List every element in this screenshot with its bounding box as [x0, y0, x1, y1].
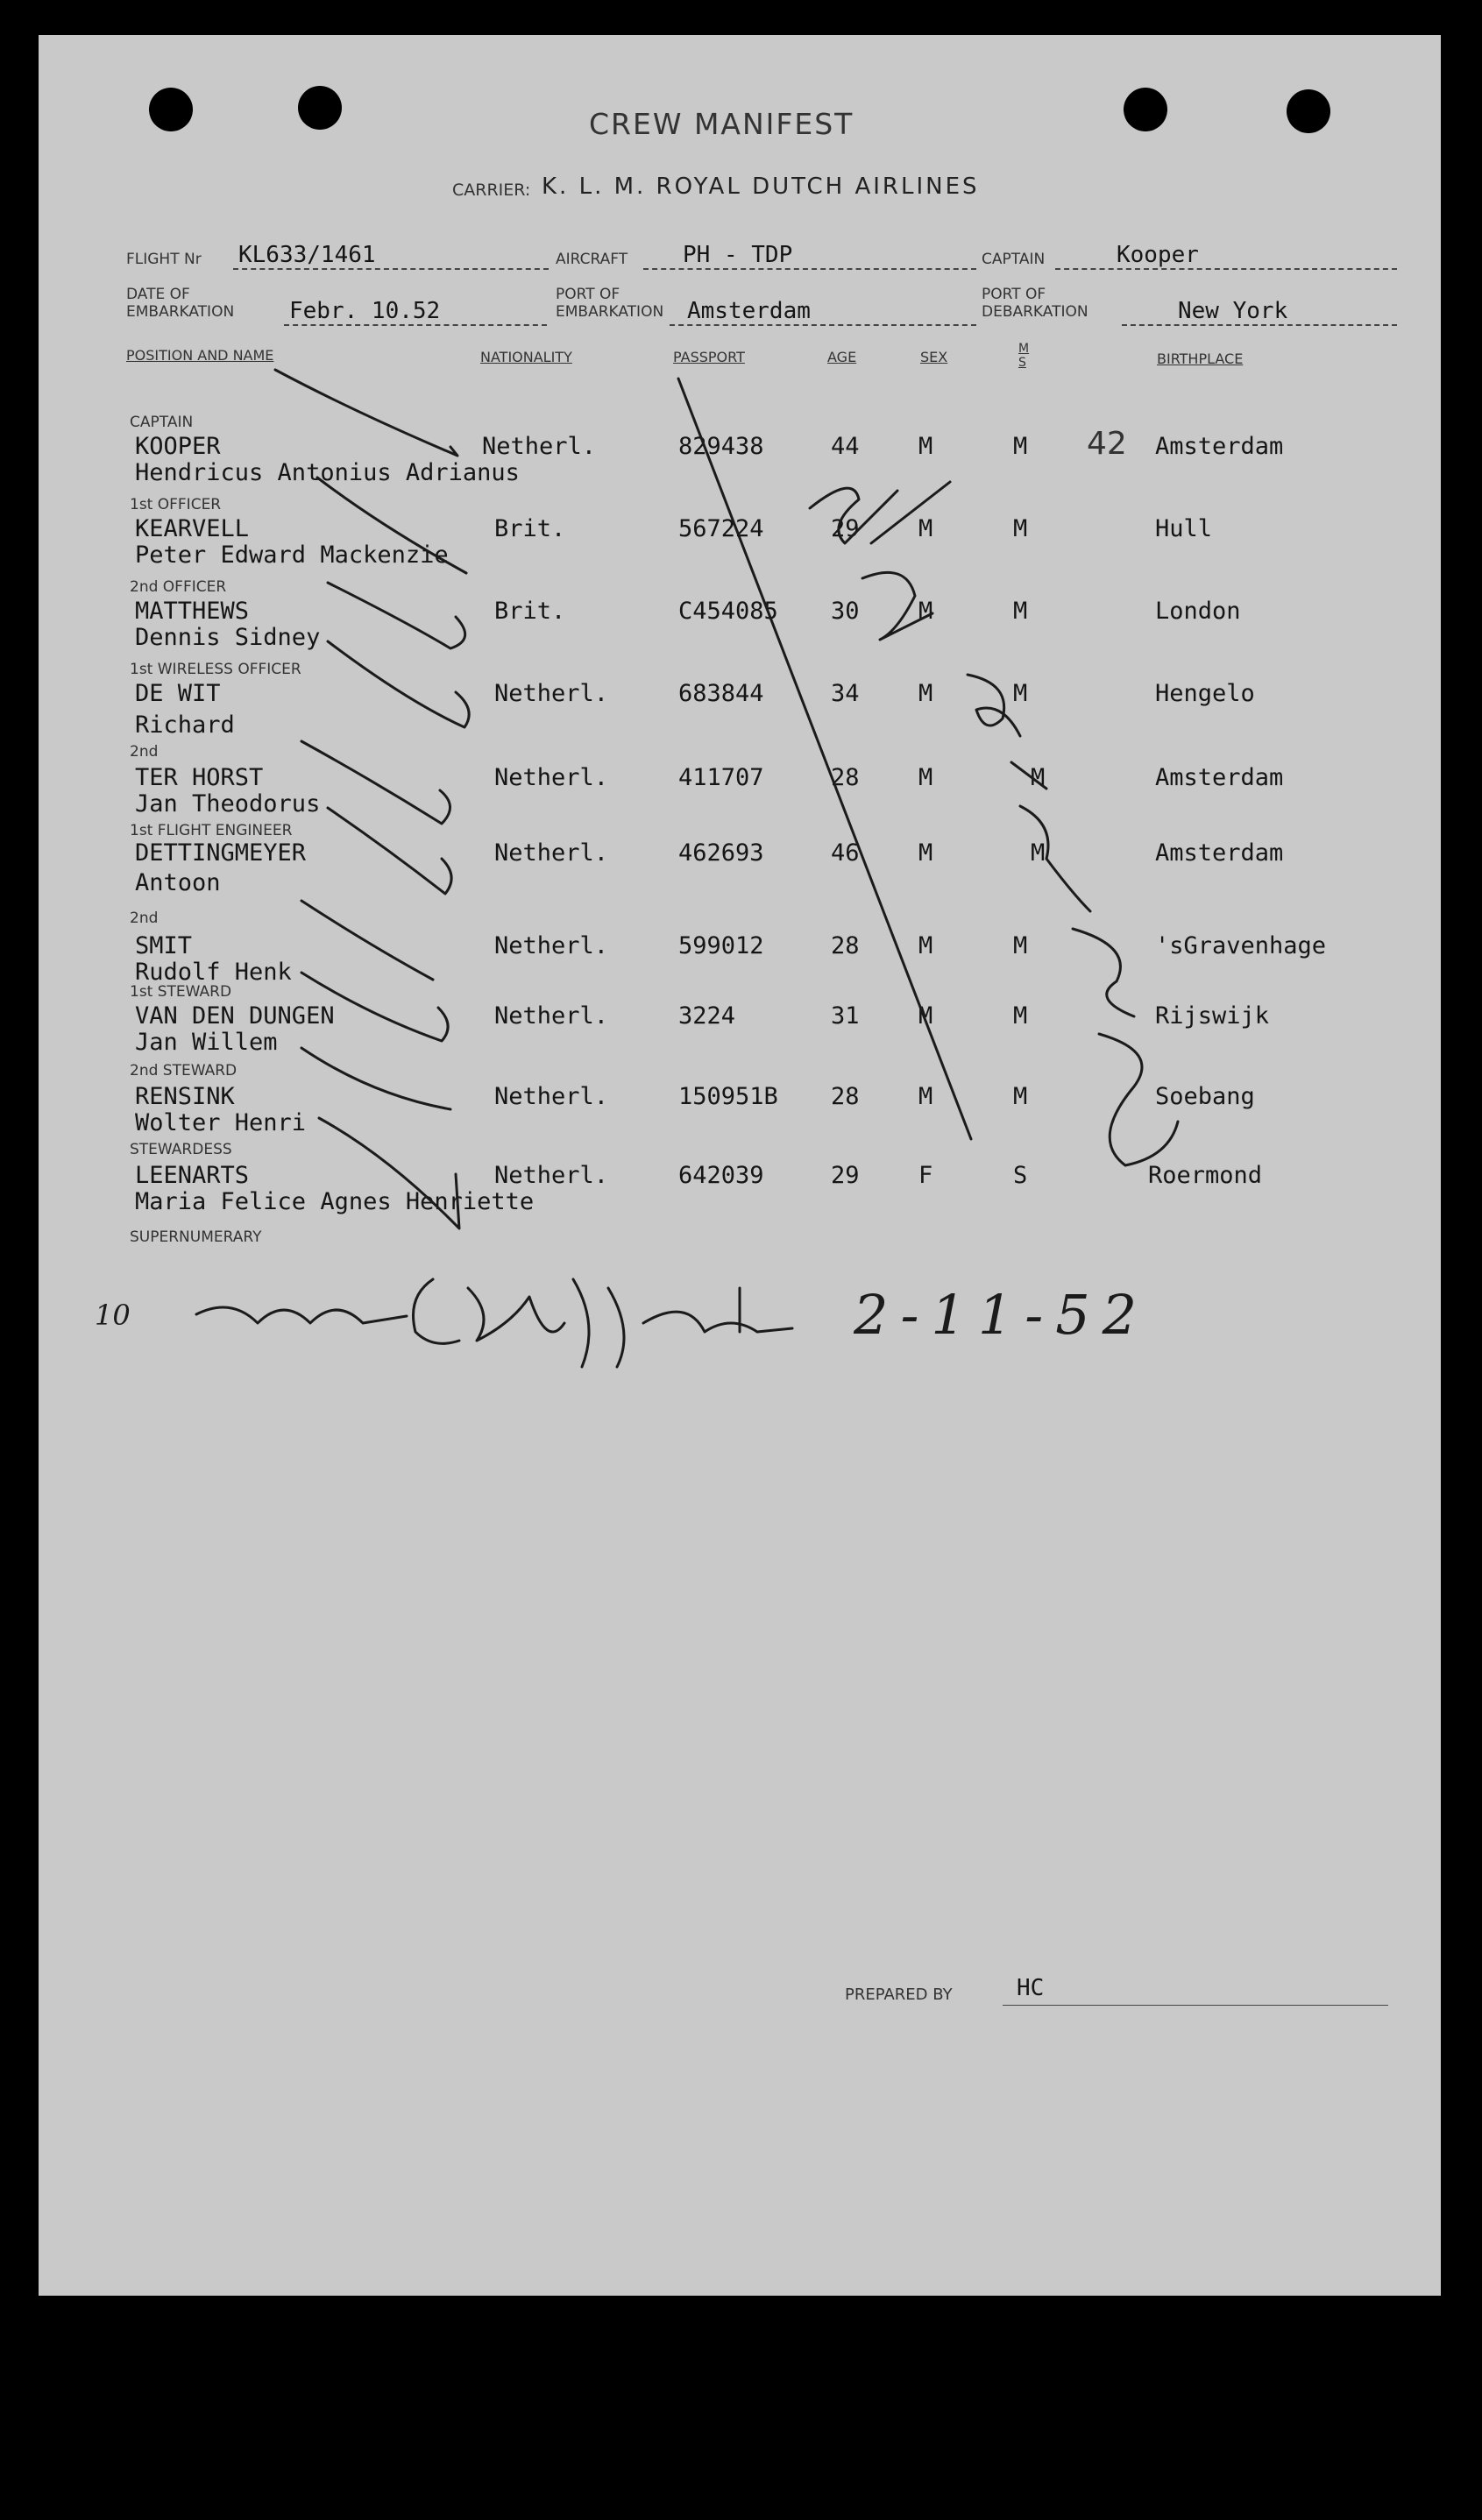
crew-marital: M: [1013, 932, 1028, 959]
col-ms: M S: [1018, 342, 1030, 370]
crew-passport: 829438: [678, 433, 764, 460]
crew-age: 28: [831, 932, 860, 959]
crew-surname: MATTHEWS: [135, 598, 250, 625]
crew-birthplace: 'sGravenhage: [1155, 932, 1327, 959]
crew-position: 2nd: [130, 910, 159, 927]
crew-marital: M: [1013, 515, 1028, 542]
col-birthplace: BIRTHPLACE: [1157, 350, 1244, 367]
crew-sex: M: [918, 839, 933, 867]
handwritten-side: [871, 482, 950, 543]
crew-position: 1st FLIGHT ENGINEER: [130, 822, 293, 839]
crew-passport: 150951B: [678, 1083, 778, 1110]
crew-sex: M: [918, 764, 933, 791]
crew-sex: M: [918, 1002, 933, 1030]
crew-birthplace: Amsterdam: [1155, 764, 1284, 791]
crew-position: 2nd: [130, 743, 159, 761]
crew-given-names: Antoon: [135, 869, 221, 896]
punch-hole: [1124, 88, 1167, 131]
crew-passport: 683844: [678, 680, 764, 707]
crew-position: 1st OFFICER: [130, 496, 222, 513]
signature-scribble: [643, 1312, 792, 1332]
crew-marital: M: [1031, 839, 1046, 867]
crew-position: CAPTAIN: [130, 414, 194, 431]
crew-marital: M: [1013, 1083, 1028, 1110]
crew-sex: M: [918, 598, 933, 625]
crew-age: 46: [831, 839, 860, 867]
crew-passport: 411707: [678, 764, 764, 791]
crew-nationality: Netherl.: [494, 839, 609, 867]
crew-given-names: Dennis Sidney: [135, 624, 321, 651]
port-deb-line1: PORT OF: [982, 286, 1046, 303]
stamp-number: 42: [1087, 426, 1127, 462]
captain-underline: [1055, 268, 1397, 270]
col-sex: SEX: [920, 349, 948, 365]
prepared-by-label: PREPARED BY: [845, 1986, 953, 2004]
date-underline: [284, 324, 547, 326]
port-deb-line2: DEBARKATION: [982, 303, 1088, 321]
crew-given-names: Hendricus Antonius Adrianus: [135, 459, 520, 486]
aircraft-label: AIRCRAFT: [556, 251, 628, 268]
captain-value: Kooper: [1117, 242, 1199, 268]
handwritten-count: 10: [95, 1299, 131, 1332]
crew-given-names: Peter Edward Mackenzie: [135, 542, 449, 569]
crew-passport: C454085: [678, 598, 778, 625]
prepared-by-underline: [1003, 2005, 1388, 2006]
crew-birthplace: Hull: [1155, 515, 1213, 542]
punch-hole: [1287, 89, 1330, 133]
crew-given-names: Richard: [135, 711, 235, 739]
col-nationality: NATIONALITY: [480, 349, 572, 365]
date-label: [126, 286, 234, 321]
crew-surname: DETTINGMEYER: [135, 839, 307, 867]
crew-birthplace: London: [1155, 598, 1241, 625]
crew-given-names: Maria Felice Agnes Henriette: [135, 1188, 535, 1215]
flight-number: KL633/1461: [238, 242, 376, 268]
crew-surname: VAN DEN DUNGEN: [135, 1002, 335, 1030]
aircraft-underline: [643, 268, 976, 270]
carrier-label: CARRIER:: [452, 181, 531, 200]
col-age: AGE: [827, 349, 857, 365]
port-emb-line1: PORT OF: [556, 286, 620, 303]
crew-birthplace: Amsterdam: [1155, 839, 1284, 867]
crew-surname: RENSINK: [135, 1083, 235, 1110]
check-mark: [301, 1048, 450, 1109]
crew-position: 2nd STEWARD: [130, 1062, 238, 1079]
crew-marital: M: [1013, 598, 1028, 625]
punch-hole: [149, 88, 193, 131]
port-embarkation-label: [556, 286, 663, 321]
crew-nationality: Netherl.: [494, 932, 609, 959]
crew-birthplace: Rijswijk: [1155, 1002, 1270, 1030]
crew-birthplace: Hengelo: [1155, 680, 1255, 707]
date-label-line2: EMBARKATION: [126, 303, 235, 321]
crew-surname: DE WIT: [135, 680, 221, 707]
crew-nationality: Brit.: [494, 598, 566, 625]
crew-nationality: Brit.: [494, 515, 566, 542]
col-position: POSITION AND NAME: [126, 347, 274, 364]
crew-surname: LEENARTS: [135, 1162, 250, 1189]
crew-age: 44: [831, 433, 860, 460]
port-emb-underline: [670, 324, 976, 326]
crew-nationality: Netherl.: [494, 1083, 609, 1110]
punch-hole: [298, 86, 342, 130]
handwritten-side: [1073, 929, 1134, 1016]
crew-age: 29: [831, 1162, 860, 1189]
check-mark: [328, 641, 469, 727]
check-mark: [301, 901, 433, 980]
flight-underline: [233, 268, 549, 270]
crew-position: STEWARDESS: [130, 1141, 232, 1158]
check-mark: [275, 370, 457, 456]
signature-scribble: [196, 1307, 407, 1323]
crew-birthplace: Roermond: [1148, 1162, 1263, 1189]
signature-scribble: [573, 1279, 624, 1367]
date-label-line1: DATE OF: [126, 286, 190, 303]
captain-label: CAPTAIN: [982, 251, 1046, 268]
crew-marital: M: [1031, 764, 1046, 791]
crew-nationality: Netherl.: [482, 433, 597, 460]
crew-surname: KEARVELL: [135, 515, 250, 542]
manifest-title: CREW MANIFEST: [589, 107, 854, 141]
crew-passport: 599012: [678, 932, 764, 959]
crew-age: 31: [831, 1002, 860, 1030]
crew-position: 2nd OFFICER: [130, 578, 227, 596]
crew-marital: M: [1013, 433, 1028, 460]
crew-passport: 3224: [678, 1002, 736, 1030]
embarkation-date: Febr. 10.52: [289, 298, 441, 324]
port-embarkation-value: Amsterdam: [687, 298, 811, 324]
crew-sex: M: [918, 680, 933, 707]
check-mark: [328, 583, 465, 648]
flight-label: FLIGHT Nr: [126, 251, 202, 268]
crew-surname: KOOPER: [135, 433, 221, 460]
crew-given-names: Jan Willem: [135, 1029, 278, 1056]
crew-position: 1st WIRELESS OFFICER: [130, 661, 301, 678]
crew-passport: 462693: [678, 839, 764, 867]
crew-position: 1st STEWARD: [130, 983, 232, 1001]
port-deb-underline: [1122, 324, 1397, 326]
handwritten-side: [968, 675, 1020, 736]
crew-sex: M: [918, 433, 933, 460]
crew-sex: M: [918, 1083, 933, 1110]
supernumerary-label: SUPERNUMERARY: [130, 1228, 262, 1246]
crew-sex: M: [918, 515, 933, 542]
crew-age: 34: [831, 680, 860, 707]
crew-nationality: Netherl.: [494, 680, 609, 707]
handwritten-date: 2-11-52: [854, 1283, 1150, 1347]
crew-nationality: Netherl.: [494, 764, 609, 791]
crew-given-names: Wolter Henri: [135, 1109, 307, 1136]
col-passport: PASSPORT: [673, 349, 745, 365]
crew-passport: 567224: [678, 515, 764, 542]
signature-scribble: [414, 1279, 460, 1343]
crew-age: 28: [831, 764, 860, 791]
port-emb-line2: EMBARKATION: [556, 303, 664, 321]
crew-age: 28: [831, 1083, 860, 1110]
manifest-page: [39, 35, 1441, 2296]
crew-age: 29: [831, 515, 860, 542]
crew-nationality: Netherl.: [494, 1162, 609, 1189]
crew-given-names: Rudolf Henk: [135, 959, 292, 986]
crew-birthplace: Soebang: [1155, 1083, 1255, 1110]
crew-marital: S: [1013, 1162, 1028, 1189]
check-mark: [328, 808, 451, 894]
crew-age: 30: [831, 598, 860, 625]
port-debarkation-value: New York: [1178, 298, 1288, 324]
crew-marital: M: [1013, 680, 1028, 707]
crew-marital: M: [1013, 1002, 1028, 1030]
crew-sex: F: [918, 1162, 933, 1189]
check-mark: [301, 741, 450, 824]
crew-surname: TER HORST: [135, 764, 264, 791]
prepared-by-value: HC: [1017, 1975, 1045, 2001]
port-debarkation-label: [982, 286, 1088, 321]
crew-nationality: Netherl.: [494, 1002, 609, 1030]
signature-scribble: [468, 1288, 564, 1341]
crew-surname: SMIT: [135, 932, 193, 959]
aircraft-value: PH - TDP: [683, 242, 793, 268]
crew-given-names: Jan Theodorus: [135, 790, 321, 818]
carrier-name: K. L. M. ROYAL DUTCH AIRLINES: [542, 173, 980, 200]
crew-sex: M: [918, 932, 933, 959]
crew-birthplace: Amsterdam: [1155, 433, 1284, 460]
crew-passport: 642039: [678, 1162, 764, 1189]
